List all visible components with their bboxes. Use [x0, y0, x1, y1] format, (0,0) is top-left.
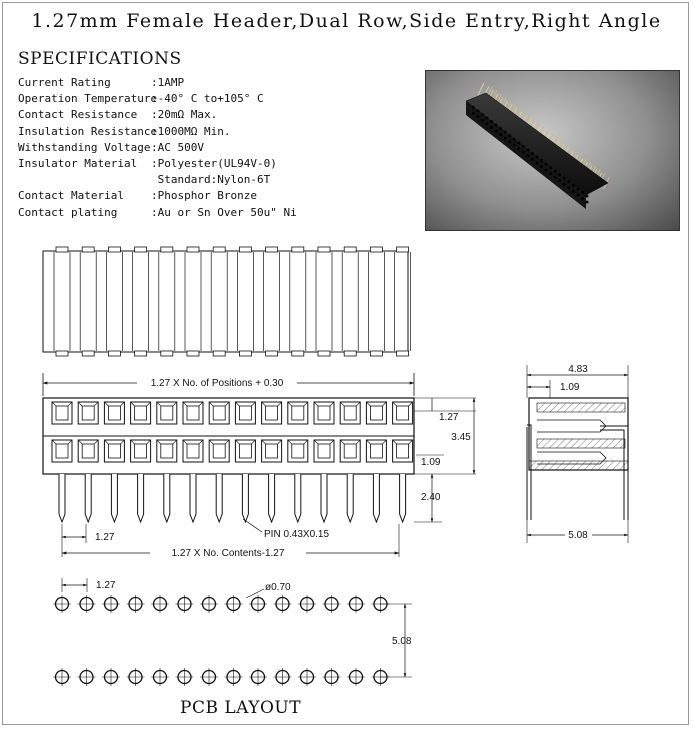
pcb-pitch-label: 1.27 [96, 580, 116, 591]
contact-cell-inner [82, 444, 94, 458]
pin [347, 474, 353, 522]
bottom-contact-tab [108, 351, 120, 356]
spec-value: :20mΩ Max. [151, 108, 218, 122]
bottom-contact-tab [292, 351, 304, 356]
contact-cell-inner [397, 406, 409, 420]
spec-value: :AC 500V [151, 140, 204, 154]
contact-cell-inner [161, 406, 173, 420]
side-width-top-label: 4.83 [568, 364, 588, 375]
bottom-contact-tab [344, 351, 356, 356]
bottom-contact-tab [187, 351, 199, 356]
contact-cell-inner [82, 406, 94, 420]
pin [138, 474, 144, 522]
top-view [43, 247, 411, 356]
top-contact-tab [56, 247, 68, 252]
pin [400, 474, 406, 522]
contact-cell-inner [108, 406, 120, 420]
pin [190, 474, 196, 522]
spec-value: :-40° C to+105° C [151, 92, 264, 106]
contact-cell-inner [187, 406, 199, 420]
top-contact-tab [397, 247, 409, 252]
specifications-heading: SPECIFICATIONS [18, 49, 182, 69]
positions-formula-label: 1.27 X No. of Positions + 0.30 [150, 378, 284, 389]
contact-cell-inner [187, 444, 199, 458]
bottom-contact-tab [318, 351, 330, 356]
contact-cell-inner [135, 444, 147, 458]
contact-cell-inner [161, 444, 173, 458]
contact-cell-inner [56, 444, 68, 458]
pcb-layout-label: PCB LAYOUT [180, 698, 302, 718]
top-contact-tab [108, 247, 120, 252]
top-contact-tab [82, 247, 94, 252]
spec-label: Contact Material [18, 189, 124, 203]
spec-value: :1AMP [151, 76, 185, 89]
contact-cell-inner [370, 444, 382, 458]
top-contact-tab [292, 247, 304, 252]
contact-cell-inner [213, 406, 225, 420]
contact-cell-inner [292, 406, 304, 420]
top-contact-tab [135, 247, 147, 252]
bottom-contact-tab [397, 351, 409, 356]
pin [269, 474, 275, 522]
row-spacing-label: 5.08 [392, 636, 412, 647]
contact-cell-inner [344, 406, 356, 420]
top-contact-tab [239, 247, 251, 252]
contact-cell-inner [370, 406, 382, 420]
side-inner-label: 1.09 [560, 382, 580, 393]
pin [164, 474, 170, 522]
top-contact-tab [187, 247, 199, 252]
contact-cell-inner [266, 444, 278, 458]
pin [321, 474, 327, 522]
bottom-contact-tab [370, 351, 382, 356]
spec-label: Insulation Resistance [18, 124, 158, 138]
top-contact-tab [344, 247, 356, 252]
contact-cell-inner [239, 444, 251, 458]
spec-label: Operation Temperature [18, 92, 158, 106]
dim-1-09: 1.09 [421, 457, 441, 468]
contact-cell-inner [266, 406, 278, 420]
pin [242, 474, 248, 522]
page-title: 1.27mm Female Header,Dual Row,Side Entry,Right Angle [31, 10, 662, 32]
front-view [43, 373, 476, 559]
spec-label: Withstanding Voltage [18, 140, 151, 154]
contact-cell-inner [108, 444, 120, 458]
contents-formula-label: 1.27 X No. Contents-1.27 [171, 548, 285, 559]
bottom-contact-tab [213, 351, 225, 356]
bottom-contact-tab [266, 351, 278, 356]
hole-diameter-label: ø0.70 [265, 582, 291, 593]
spec-label: Current Rating [18, 76, 111, 89]
contact-cell-inner [318, 406, 330, 420]
pin [59, 474, 65, 522]
spec-value: Standard:Nylon-6T [151, 173, 271, 187]
spec-value: :Au or Sn Over 50u" Ni [151, 205, 297, 219]
spec-label: Contact plating [18, 205, 118, 219]
pin [216, 474, 222, 522]
spec-value: :1000MΩ Min. [151, 124, 231, 138]
contact-cell-inner [344, 444, 356, 458]
bottom-contact-tab [161, 351, 173, 356]
side-view [527, 364, 628, 543]
contact-cell-inner [213, 444, 225, 458]
pin [111, 474, 117, 522]
contact-cell-inner [239, 406, 251, 420]
top-contact-tab [213, 247, 225, 252]
dim-2-40: 2.40 [421, 492, 441, 503]
spec-label: Insulator Material [18, 157, 138, 171]
pin-spec-label: PIN 0.43X0.15 [264, 529, 330, 540]
bottom-contact-tab [239, 351, 251, 356]
contact-cell-inner [56, 406, 68, 420]
spec-value: :Phosphor Bronze [151, 189, 257, 203]
dim-3-45: 3.45 [451, 432, 471, 443]
spec-value: :Polyester(UL94V-0) [151, 157, 277, 171]
top-contact-tab [266, 247, 278, 252]
pcb-layout [53, 578, 412, 686]
dim-1-27-right: 1.27 [439, 412, 459, 423]
contact-cell-inner [318, 444, 330, 458]
spec-label: Contact Resistance [18, 108, 138, 122]
top-contact-tab [370, 247, 382, 252]
top-contact-tab [318, 247, 330, 252]
bottom-contact-tab [82, 351, 94, 356]
top-contact-tab [161, 247, 173, 252]
pitch-label: 1.27 [95, 532, 115, 543]
pin [373, 474, 379, 522]
bottom-contact-tab [135, 351, 147, 356]
pin [85, 474, 91, 522]
pin [295, 474, 301, 522]
side-width-bottom-label: 5.08 [568, 530, 588, 541]
bottom-contact-tab [56, 351, 68, 356]
contact-cell-inner [135, 406, 147, 420]
contact-cell-inner [292, 444, 304, 458]
contact-cell-inner [397, 444, 409, 458]
